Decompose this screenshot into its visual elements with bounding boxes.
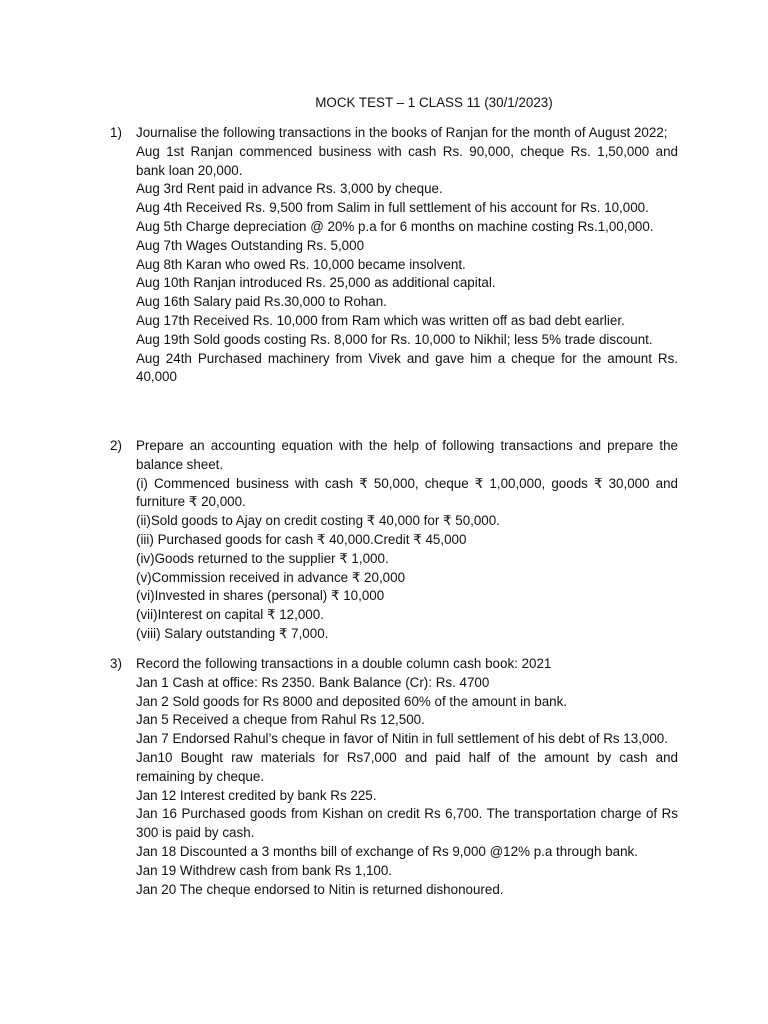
transaction-line: Aug 4th Received Rs. 9,500 from Salim in full settlement of his account for Rs. 10,000. xyxy=(136,200,649,216)
transaction-line: Jan 2 Sold goods for Rs 8000 and deposited 60% of the amount in bank. xyxy=(136,693,568,709)
transaction-line: Aug 5th Charge depreciation @ 20% p.a for 6 months on machine costing Rs.1,00,000. xyxy=(136,218,654,234)
question-number: 1) xyxy=(110,125,122,140)
transaction-line: Jan 20 The cheque endorsed to Nitin is returned dishonoured. xyxy=(136,881,504,897)
transaction-line: Jan 12 Interest credited by bank Rs 225. xyxy=(136,787,377,803)
transaction-line: (i) Commenced business with cash ₹ 50,000, cheque ₹ 1,00,000, goods ₹ 30,000 and furniture ₹ 20,000. xyxy=(136,475,678,510)
transaction-line: Aug 24th Purchased machinery from Vivek and gave him a cheque for the amount Rs. 40,000 xyxy=(136,350,678,385)
transaction-line: (viii) Salary outstanding ₹ 7,000. xyxy=(136,625,329,641)
question-1 xyxy=(110,124,678,387)
transaction-line: Aug 19th Sold goods costing Rs. 8,000 for Rs. 10,000 to Nikhil; less 5% trade discount. xyxy=(136,331,653,347)
question-intro: Journalise the following transactions in the books of Ranjan for the month of August 2022; xyxy=(136,125,668,140)
transaction-line: Aug 1st Ranjan commenced business with cash Rs. 90,000, cheque Rs. 1,50,000 and bank loan 20,000. xyxy=(136,143,678,178)
transaction-line: Aug 8th Karan who owed Rs. 10,000 became insolvent. xyxy=(136,256,466,272)
page-title: MOCK TEST – 1 CLASS 11 (30/1/2023) xyxy=(315,95,553,110)
transaction-line: Jan 7 Endorsed Rahul’s cheque in favor of Nitin in full settlement of his debt of Rs 13,000. xyxy=(136,731,668,747)
transaction-line: Jan 19 Withdrew cash from bank Rs 1,100. xyxy=(136,862,393,878)
transaction-line: (iii) Purchased goods for cash ₹ 40,000.Credit ₹ 45,000 xyxy=(136,531,467,547)
question-intro: Prepare an accounting equation with the help of following transactions and prepare the balance sheet. xyxy=(136,438,678,472)
transaction-line: Aug 16th Salary paid Rs.30,000 to Rohan. xyxy=(136,294,387,310)
question-body xyxy=(136,124,678,387)
question-3 xyxy=(110,655,678,899)
transaction-line: (vii)Interest on capital ₹ 12,000. xyxy=(136,607,324,623)
question-number: 3) xyxy=(110,656,122,671)
question-intro: Record the following transactions in a double column cash book: 2021 xyxy=(136,656,552,671)
transaction-line: Jan 1 Cash at office: Rs 2350. Bank Balance (Cr): Rs. 4700 xyxy=(136,674,490,690)
transaction-line: (v)Commission received in advance ₹ 20,000 xyxy=(136,569,406,585)
transaction-line: Jan 16 Purchased goods from Kishan on credit Rs 6,700. The transportation charge of Rs 300 is paid by cash. xyxy=(136,806,678,841)
transaction-line: Jan10 Bought raw materials for Rs7,000 and paid half of the amount by cash and remaining by cheque. xyxy=(136,749,678,784)
transaction-line: Jan 18 Discounted a 3 months bill of exchange of Rs 9,000 @12% p.a through bank. xyxy=(136,843,638,859)
transaction-line: Aug 10th Ranjan introduced Rs. 25,000 as additional capital. xyxy=(136,275,496,291)
transaction-line: Jan 5 Received a cheque from Rahul Rs 12,500. xyxy=(136,712,425,728)
question-body xyxy=(136,437,678,644)
transaction-line: Aug 7th Wages Outstanding Rs. 5,000 xyxy=(136,237,365,253)
transaction-line: (vi)Invested in shares (personal) ₹ 10,000 xyxy=(136,588,385,604)
transaction-line: Aug 3rd Rent paid in advance Rs. 3,000 by cheque. xyxy=(136,181,443,197)
transaction-line: Aug 17th Received Rs. 10,000 from Ram which was written off as bad debt earlier. xyxy=(136,312,625,328)
question-2 xyxy=(110,437,678,644)
question-number: 2) xyxy=(110,438,122,453)
transaction-line: (ii)Sold goods to Ajay on credit costing ₹ 40,000 for ₹ 50,000. xyxy=(136,513,500,529)
question-body xyxy=(136,655,678,899)
transaction-line: (iv)Goods returned to the supplier ₹ 1,000. xyxy=(136,550,389,566)
